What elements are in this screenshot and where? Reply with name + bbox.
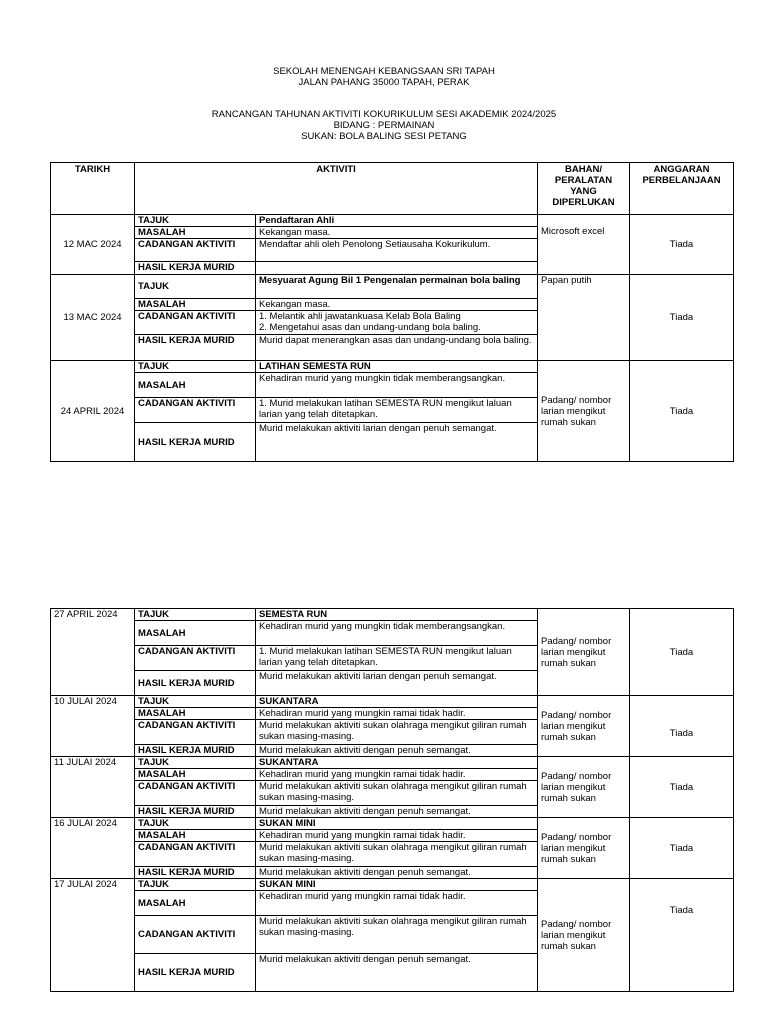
entry-problem: Kehadiran murid yang mungkin ramai tidak hadir. — [256, 830, 538, 842]
col-header-activity: AKTIVITI — [135, 163, 538, 215]
school-address: JALAN PAHANG 35000 TAPAH, PERAK — [298, 77, 470, 88]
entry-topic: Mesyuarat Agung Bil 1 Pengenalan permainan bola baling — [256, 275, 538, 299]
label-topic: TAJUK — [135, 215, 256, 227]
entry-budget: Tiada — [630, 879, 734, 992]
entry-materials: Papan putih — [538, 275, 630, 361]
entry-proposal: Murid melakukan aktiviti sukan olahraga mengikut giliran rumah sukan masing-masing. — [256, 916, 538, 954]
entry-proposal: Murid melakukan aktiviti sukan olahraga mengikut giliran rumah sukan masing-masing. — [256, 720, 538, 745]
table-header-row — [51, 163, 734, 215]
table-row — [51, 696, 734, 708]
entry-materials: Padang/ nombor larian mengikut rumah sukan — [538, 696, 630, 757]
label-proposal: CADANGAN AKTIVITI — [135, 916, 256, 954]
entry-date: 12 MAC 2024 — [51, 215, 135, 275]
entry-proposal: Murid melakukan aktiviti sukan olahraga mengikut giliran rumah sukan masing-masing. — [256, 781, 538, 806]
entry-materials: Padang/ nombor larian mengikut rumah sukan — [538, 879, 630, 992]
entry-result: Murid melakukan aktiviti dengan penuh semangat. — [256, 806, 538, 818]
entry-budget: Tiada — [630, 275, 734, 361]
table-row — [51, 609, 734, 621]
label-proposal: CADANGAN AKTIVITI — [135, 311, 256, 335]
entry-materials: Padang/ nombor larian mengikut rumah sukan — [538, 609, 630, 696]
label-proposal: CADANGAN AKTIVITI — [135, 646, 256, 671]
label-result: HASIL KERJA MURID — [135, 745, 256, 757]
label-result: HASIL KERJA MURID — [135, 262, 256, 275]
col-header-date: TARIKH — [51, 163, 135, 215]
entry-materials: Microsoft excel — [538, 215, 630, 275]
entry-result: Murid dapat menerangkan asas dan undang-undang bola baling. — [256, 335, 538, 361]
label-topic: TAJUK — [135, 757, 256, 769]
label-topic: TAJUK — [135, 275, 256, 299]
label-problem: MASALAH — [135, 299, 256, 311]
table-row — [51, 275, 734, 299]
entry-problem: Kekangan masa. — [256, 299, 538, 311]
entry-budget: Tiada — [630, 361, 734, 462]
table-row — [51, 361, 734, 373]
label-result: HASIL KERJA MURID — [135, 423, 256, 462]
label-proposal: CADANGAN AKTIVITI — [135, 842, 256, 867]
table-row — [51, 818, 734, 830]
entry-proposal: 1. Murid melakukan latihan SEMESTA RUN mengikut laluan larian yang telah ditetapkan. — [256, 398, 538, 423]
label-problem: MASALAH — [135, 708, 256, 720]
entry-budget: Tiada — [630, 609, 734, 696]
label-result: HASIL KERJA MURID — [135, 954, 256, 992]
table-row — [51, 757, 734, 769]
entry-proposal: Murid melakukan aktiviti sukan olahraga mengikut giliran rumah sukan masing-masing. — [256, 842, 538, 867]
entry-date: 27 APRIL 2024 — [51, 609, 135, 696]
col-header-budget: ANGGARAN PERBELANJAAN — [630, 163, 734, 215]
entry-topic: SEMESTA RUN — [256, 609, 538, 621]
entry-date: 17 JULAI 2024 — [51, 879, 135, 992]
label-topic: TAJUK — [135, 361, 256, 373]
entry-result: Murid melakukan aktiviti dengan penuh semangat. — [256, 954, 538, 992]
entry-date: 13 MAC 2024 — [51, 275, 135, 361]
entry-result: Murid melakukan aktiviti larian dengan penuh semangat. — [256, 423, 538, 462]
label-proposal: CADANGAN AKTIVITI — [135, 781, 256, 806]
label-problem: MASALAH — [135, 769, 256, 781]
label-proposal: CADANGAN AKTIVITI — [135, 720, 256, 745]
entry-topic: SUKAN MINI — [256, 818, 538, 830]
entry-materials: Padang/ nombor larian mengikut rumah sukan — [538, 818, 630, 879]
entry-date: 16 JULAI 2024 — [51, 818, 135, 879]
entry-topic: LATIHAN SEMESTA RUN — [256, 361, 538, 373]
activity-table-page-1 — [50, 162, 734, 462]
entry-date: 10 JULAI 2024 — [51, 696, 135, 757]
entry-budget: Tiada — [630, 215, 734, 275]
label-problem: MASALAH — [135, 373, 256, 398]
entry-budget: Tiada — [630, 757, 734, 818]
label-topic: TAJUK — [135, 696, 256, 708]
table-row — [51, 879, 734, 891]
entry-problem: Kehadiran murid yang mungkin tidak memberangsangkan. — [256, 621, 538, 646]
table-row — [51, 215, 734, 227]
label-problem: MASALAH — [135, 891, 256, 916]
entry-date: 24 APRIL 2024 — [51, 361, 135, 462]
label-proposal: CADANGAN AKTIVITI — [135, 239, 256, 262]
activity-table-page-2 — [50, 608, 734, 992]
entry-result: Murid melakukan aktiviti larian dengan penuh semangat. — [256, 671, 538, 696]
entry-problem: Kekangan masa. — [256, 227, 538, 239]
entry-topic: SUKANTARA — [256, 757, 538, 769]
label-result: HASIL KERJA MURID — [135, 335, 256, 361]
label-result: HASIL KERJA MURID — [135, 806, 256, 818]
entry-budget: Tiada — [630, 696, 734, 757]
entry-materials: Padang/ nombor larian mengikut rumah sukan — [538, 757, 630, 818]
entry-materials: Padang/ nombor larian mengikut rumah sukan — [538, 361, 630, 462]
entry-topic: SUKANTARA — [256, 696, 538, 708]
entry-budget: Tiada — [630, 818, 734, 879]
entry-problem: Kehadiran murid yang mungkin ramai tidak hadir. — [256, 891, 538, 916]
entry-result: Murid melakukan aktiviti dengan penuh semangat. — [256, 867, 538, 879]
label-topic: TAJUK — [135, 879, 256, 891]
entry-date: 11 JULAI 2024 — [51, 757, 135, 818]
entry-proposal: 1. Melantik ahli jawatankuasa Kelab Bola Baling 2. Mengetahui asas dan undang-undang bola baling. — [256, 311, 538, 335]
entry-result: Murid melakukan aktiviti dengan penuh semangat. — [256, 745, 538, 757]
entry-topic: Pendaftaran Ahli — [256, 215, 538, 227]
sport-label: SUKAN: BOLA BALING SESI PETANG — [301, 131, 467, 142]
label-proposal: CADANGAN AKTIVITI — [135, 398, 256, 423]
label-problem: MASALAH — [135, 227, 256, 239]
label-result: HASIL KERJA MURID — [135, 671, 256, 696]
col-header-materials: BAHAN/ PERALATAN YANG DIPERLUKAN — [538, 163, 630, 215]
label-problem: MASALAH — [135, 621, 256, 646]
document-header — [0, 66, 768, 88]
label-topic: TAJUK — [135, 609, 256, 621]
plan-title: RANCANGAN TAHUNAN AKTIVITI KOKURIKULUM SESI AKADEMIK 2024/2025 — [211, 109, 557, 120]
entry-result — [256, 262, 538, 275]
label-topic: TAJUK — [135, 818, 256, 830]
entry-proposal: Mendaftar ahli oleh Penolong Setiausaha Kokurikulum. — [256, 239, 538, 262]
school-name: SEKOLAH MENENGAH KEBANGSAAN SRI TAPAH — [273, 66, 495, 77]
entry-problem: Kehadiran murid yang mungkin ramai tidak hadir. — [256, 708, 538, 720]
entry-topic: SUKAN MINI — [256, 879, 538, 891]
label-problem: MASALAH — [135, 830, 256, 842]
field-label: BIDANG : PERMAINAN — [333, 120, 435, 131]
entry-problem: Kehadiran murid yang mungkin tidak memberangsangkan. — [256, 373, 538, 398]
entry-problem: Kehadiran murid yang mungkin ramai tidak hadir. — [256, 769, 538, 781]
plan-header — [0, 109, 768, 142]
label-result: HASIL KERJA MURID — [135, 867, 256, 879]
entry-proposal: 1. Murid melakukan latihan SEMESTA RUN mengikut laluan larian yang telah ditetapkan. — [256, 646, 538, 671]
